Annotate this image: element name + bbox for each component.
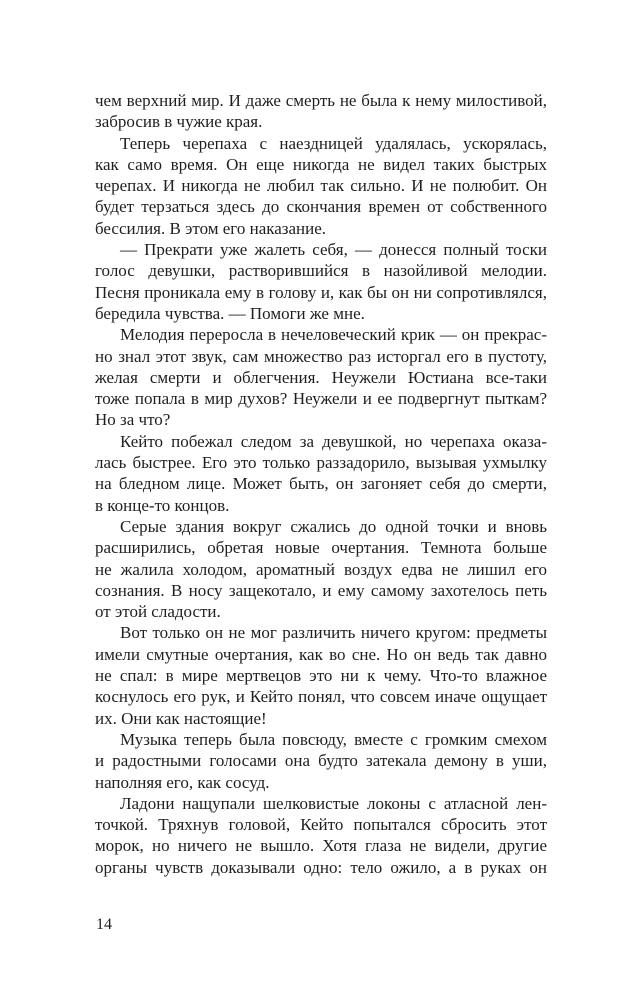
text-line: имели смутные очертания, как во сне. Но он ведь так давно (95, 644, 547, 664)
text-line: лась быстрее. Его это только раззадорило, вызывая ухмылку (95, 453, 547, 473)
text-line: будет терзаться здесь до скончания времен от собственного (95, 197, 547, 217)
text-line: в конце-то концов. (95, 495, 230, 515)
paragraph (95, 239, 547, 324)
text-line: сознания. В носу защекотало, и ему самому захотелось петь (95, 580, 547, 600)
text-line: наполняя его, как сосуд. (95, 772, 270, 792)
text-line: желая смерти и облегчения. Неужели Юстиана все-таки (95, 367, 547, 387)
paragraph (95, 729, 547, 793)
text-line: Кейто побежал следом за девушкой, но черепаха оказа- (120, 431, 547, 451)
text-line: — Прекрати уже жалеть себя, — донесся полный тоски (120, 240, 547, 260)
text-line: голос девушки, растворившийся в назойливой мелодии. (95, 261, 547, 281)
text-line: их. Они как настоящие! (95, 708, 267, 728)
text-line: чем верхний мир. И даже смерть не была к нему милостивой, (95, 91, 547, 110)
paragraph (95, 324, 547, 430)
paragraph (95, 431, 547, 516)
text-line: расширились, обретая новые очертания. Темнота больше (95, 538, 547, 558)
text-line: Вот только он не мог различить ничего кругом: предметы (120, 623, 547, 643)
text-line: Ладони нащупали шелковистые локоны с атласной лен- (120, 793, 547, 813)
text-line: от этой сладости. (95, 602, 221, 622)
text-line: органы чувств доказывали одно: тело ожило, а в руках он (95, 857, 547, 877)
text-line: Серые здания вокруг сжались до одной точки и вновь (120, 516, 547, 536)
paragraph (95, 516, 547, 622)
text-line: тоже попала в мир духов? Неужели и ее подвергнут пыткам? (95, 389, 547, 409)
paragraph (95, 90, 547, 133)
text-line: как само время. Он еще никогда не видел таких быстрых (95, 154, 547, 174)
text-line: не жалила холодом, ароматный воздух едва не лишил его (95, 559, 547, 579)
paragraph (95, 793, 547, 878)
paragraph (95, 622, 547, 728)
text-line: бессилия. В этом его наказание. (95, 218, 327, 238)
text-line: Музыка теперь была повсюду, вместе с громким смехом (120, 729, 547, 749)
text-line: и радостными голосами она будто затекала демону в уши, (95, 751, 547, 771)
text-line: Но за что? (95, 410, 171, 430)
text-line: черепах. И никогда не любил так сильно. И не полюбит. Он (95, 176, 547, 196)
text-line: не спал: в мире мертвецов это ни к чему. Что-то влажное (95, 666, 547, 686)
page-number: 14 (96, 916, 112, 933)
text-line: морок, но ничего не вышло. Хотя глаза не видели, другие (95, 836, 547, 856)
text-line: но знал этот звук, сам множество раз исторгал его в пустоту, (95, 346, 547, 366)
text-line: бередила чувства. — Помоги же мне. (95, 303, 365, 323)
paragraph (95, 133, 547, 239)
text-line: на бледном лице. Может быть, он загоняет себя до смерти, (95, 474, 547, 494)
text-line: Песня проникала ему в голову и, как бы он ни сопротивлялся, (95, 282, 547, 302)
text-line: коснулось его рук, и Кейто понял, что совсем иначе ощущает (95, 687, 547, 707)
page-body-text (95, 90, 547, 878)
text-line: Теперь черепаха с наездницей удалялась, ускорялась, (120, 133, 547, 153)
text-line: точкой. Тряхнув головой, Кейто попытался сбросить этот (95, 815, 547, 835)
text-line: забросив в чужие края. (95, 112, 263, 132)
text-line: Мелодия переросла в нечеловеческий крик — он прекрас- (120, 325, 547, 345)
